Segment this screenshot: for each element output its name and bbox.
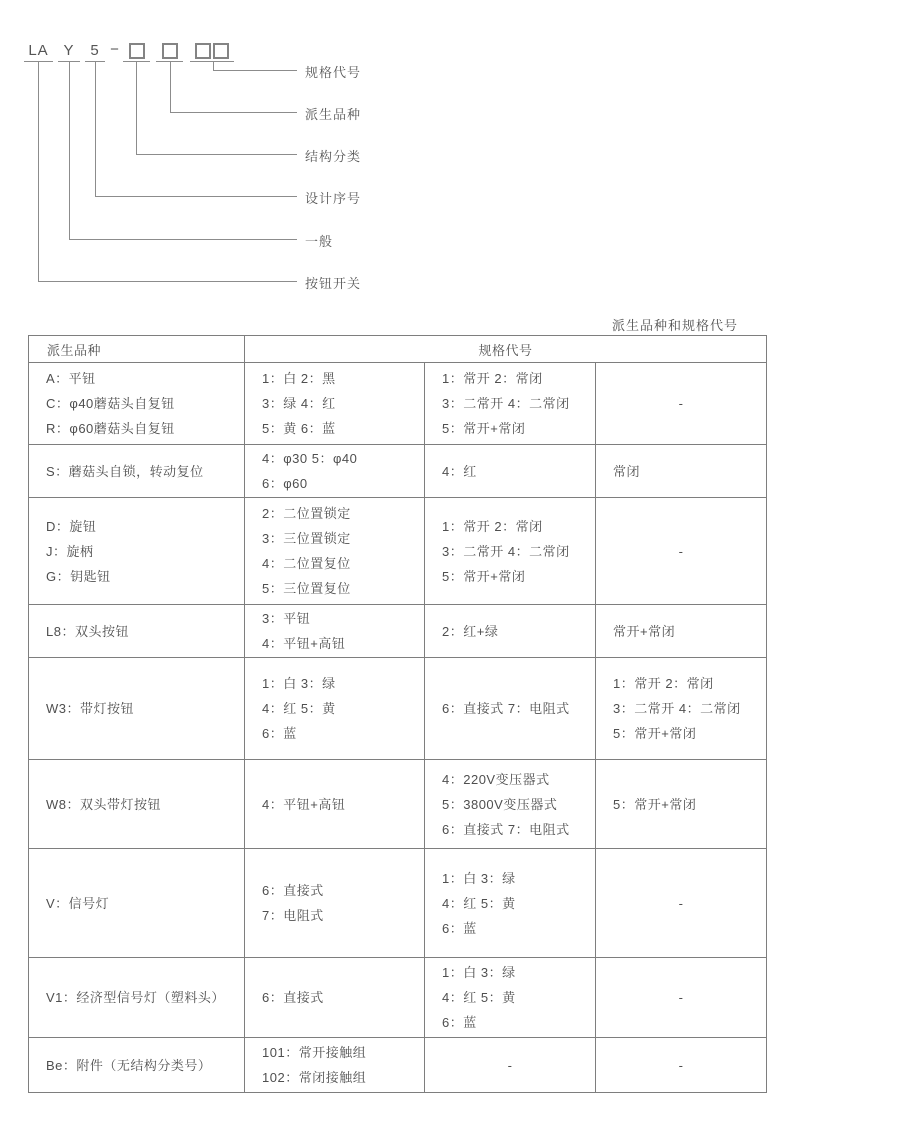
cell-line: 6：蓝 (442, 920, 477, 936)
table-cell-r3-c1 (29, 498, 245, 605)
cell-line: 6：蓝 (442, 1015, 477, 1030)
cell-line: 3：二常开 4：二常闭 (442, 543, 570, 559)
label-spec-code: 规格代号 (305, 65, 362, 80)
code-letter-Y-text: Y (63, 42, 75, 59)
cell-line: G：钥匙钮 (46, 568, 111, 584)
cell-line: 4：二位置复位 (262, 556, 351, 571)
cell-line: 3：二常开 4：二常闭 (442, 396, 570, 411)
table-cell-r8-c3 (425, 958, 596, 1038)
code-box-derived-variety (156, 41, 183, 62)
connector-line (69, 239, 297, 240)
code-digit-5-text: 5 (90, 42, 100, 59)
table-cell-r5-c1 (29, 658, 245, 760)
cell-line: 7：电阻式 (262, 908, 324, 923)
connector-line (95, 196, 297, 197)
table-cell-r1-c1 (29, 363, 245, 445)
table-cell-r3-c4 (596, 498, 767, 605)
placeholder-box-icon (195, 43, 211, 59)
label-pushbutton-switch: 按钮开关 (305, 276, 362, 291)
cell-line: C：φ40蘑菇头自复钮 (46, 396, 175, 411)
cell-line: 4：红 (442, 463, 477, 479)
cell-line: 3：平钮 (262, 611, 311, 626)
table-cell-r3-c2 (245, 498, 425, 605)
cell-line: 常开+常闭 (613, 623, 676, 639)
table-row-1 (29, 363, 767, 445)
connector-line (38, 62, 39, 281)
table-cell-r9-c4 (596, 1038, 767, 1093)
cell-line: - (678, 543, 684, 559)
cell-line: 常闭 (613, 463, 641, 479)
table-cell-r3-c3 (425, 498, 596, 605)
cell-line: - (678, 990, 684, 1005)
table-cell-r7-c4 (596, 849, 767, 958)
code-letter-LA (24, 41, 53, 62)
table-row-2 (29, 445, 767, 498)
table-cell-r5-c2 (245, 658, 425, 760)
connector-line (136, 154, 297, 155)
cell-line: 4：平钮+高钮 (262, 636, 346, 651)
cell-line: 3：绿 4：红 (262, 396, 336, 411)
cell-line: 1：常开 2：常闭 (442, 371, 543, 386)
table-cell-r1-c3 (425, 363, 596, 445)
table-row-7 (29, 849, 767, 958)
cell-line: 5：3800V变压器式 (442, 796, 558, 812)
label-derived-variety: 派生品种 (305, 107, 362, 122)
code-box-spec-code (190, 41, 234, 62)
cell-line: 102：常闭接触组 (262, 1070, 367, 1085)
table-cell-r2-c1 (29, 445, 245, 498)
table-cell-r7-c1 (29, 849, 245, 958)
cell-line: 5：常开+常闭 (442, 421, 526, 436)
cell-line: W3：带灯按钮 (46, 701, 135, 716)
connector-line (136, 62, 137, 154)
cell-line: 1：常开 2：常闭 (442, 518, 543, 534)
table-row-8 (29, 958, 767, 1038)
cell-line: 4：红 5：黄 (442, 990, 516, 1005)
table-cell-r5-c4 (596, 658, 767, 760)
table-cell-r4-c4 (596, 605, 767, 658)
cell-line: V：信号灯 (46, 895, 110, 911)
code-separator-dash: − (110, 41, 119, 58)
cell-line: 6：直接式 7：电阻式 (442, 821, 570, 837)
cell-line: 6：直接式 7：电阻式 (442, 701, 570, 716)
cell-line: S：蘑菇头自锁，转动复位 (46, 463, 204, 479)
cell-line: 6：直接式 (262, 990, 324, 1005)
cell-line: 3：二常开 4：二常闭 (613, 701, 741, 716)
cell-line: 5：常开+常闭 (442, 568, 526, 584)
cell-line: 5：黄 6：蓝 (262, 421, 336, 436)
cell-line: 6：蓝 (262, 726, 297, 741)
cell-line: R：φ60蘑菇头自复钮 (46, 421, 175, 436)
table-cell-r2-c3 (425, 445, 596, 498)
label-structure-class: 结构分类 (305, 149, 362, 164)
cell-line: V1：经济型信号灯（塑料头） (46, 990, 225, 1005)
table-cell-r2-c4 (596, 445, 767, 498)
cell-line: Be：附件（无结构分类号） (46, 1057, 212, 1073)
cell-line: 1：常开 2：常闭 (613, 676, 714, 691)
connector-line (213, 62, 214, 70)
connector-line (170, 112, 297, 113)
cell-line: 5：三位置复位 (262, 581, 351, 596)
header-spec-code: 规格代号 (245, 336, 767, 363)
table-cell-r9-c1 (29, 1038, 245, 1093)
cell-line: 5：常开+常闭 (613, 796, 697, 812)
code-box-structure-class (123, 41, 150, 62)
cell-line: J：旋柄 (46, 543, 94, 559)
cell-line: 1：白 3：绿 (442, 965, 516, 980)
cell-line: 2：二位置锁定 (262, 506, 351, 521)
connector-line (69, 62, 70, 239)
table-cell-r9-c2 (245, 1038, 425, 1093)
table-caption: 派生品种和规格代号 (611, 318, 738, 333)
placeholder-box-icon (129, 43, 145, 59)
cell-line: A：平钮 (46, 371, 96, 386)
cell-line: 4：平钮+高钮 (262, 796, 346, 812)
code-digit-5 (85, 41, 105, 62)
table-row-6 (29, 760, 767, 849)
cell-line: 1：白 3：绿 (262, 676, 336, 691)
cell-line: 101：常开接触组 (262, 1045, 367, 1060)
table-cell-r8-c1 (29, 958, 245, 1038)
table-cell-r7-c2 (245, 849, 425, 958)
cell-line: 1：白 2：黑 (262, 371, 336, 386)
cell-line: - (678, 1057, 684, 1073)
cell-line: 6：φ60 (262, 476, 308, 491)
table-cell-r6-c1 (29, 760, 245, 849)
cell-line: 4：220V变压器式 (442, 771, 550, 787)
table-cell-r9-c3 (425, 1038, 596, 1093)
cell-line: D：旋钮 (46, 518, 97, 534)
table-cell-r8-c2 (245, 958, 425, 1038)
cell-line: 2：红+绿 (442, 623, 499, 639)
table-row-4 (29, 605, 767, 658)
cell-line: 3：三位置锁定 (262, 531, 351, 546)
table-cell-r1-c4 (596, 363, 767, 445)
cell-line: - (678, 396, 684, 411)
cell-line: 5：常开+常闭 (613, 726, 697, 741)
table-cell-r6-c4 (596, 760, 767, 849)
cell-line: - (678, 895, 684, 911)
table-cell-r5-c3 (425, 658, 596, 760)
code-letter-LA-text: LA (28, 42, 49, 59)
table-row-3 (29, 498, 767, 605)
table-header-row (29, 336, 767, 363)
connector-line (213, 70, 297, 71)
variety-spec-table (28, 335, 767, 1093)
label-design-number: 设计序号 (305, 191, 362, 206)
table-cell-r8-c4 (596, 958, 767, 1038)
code-letter-Y (58, 41, 80, 62)
cell-line: 1：白 3：绿 (442, 870, 516, 886)
connector-line (38, 281, 297, 282)
connector-line (170, 62, 171, 112)
cell-line: 4：红 5：黄 (442, 895, 516, 911)
table-cell-r6-c3 (425, 760, 596, 849)
placeholder-box-icon (162, 43, 178, 59)
cell-line: 4：φ30 5：φ40 (262, 451, 358, 466)
label-general: 一般 (305, 234, 334, 249)
cell-line: - (507, 1057, 513, 1073)
table-cell-r6-c2 (245, 760, 425, 849)
table-cell-r4-c2 (245, 605, 425, 658)
cell-line: 6：直接式 (262, 883, 324, 898)
cell-line: W8：双头带灯按钮 (46, 796, 162, 812)
table-cell-r2-c2 (245, 445, 425, 498)
header-derived-variety: 派生品种 (29, 336, 245, 363)
connector-line (95, 62, 96, 196)
table-row-5 (29, 658, 767, 760)
table-row-9 (29, 1038, 767, 1093)
table-cell-r4-c3 (425, 605, 596, 658)
table-cell-r1-c2 (245, 363, 425, 445)
cell-line: L8：双头按钮 (46, 623, 129, 639)
placeholder-box-icon (213, 43, 229, 59)
model-code-diagram (0, 0, 900, 300)
table-cell-r7-c3 (425, 849, 596, 958)
table-cell-r4-c1 (29, 605, 245, 658)
cell-line: 4：红 5：黄 (262, 701, 336, 716)
